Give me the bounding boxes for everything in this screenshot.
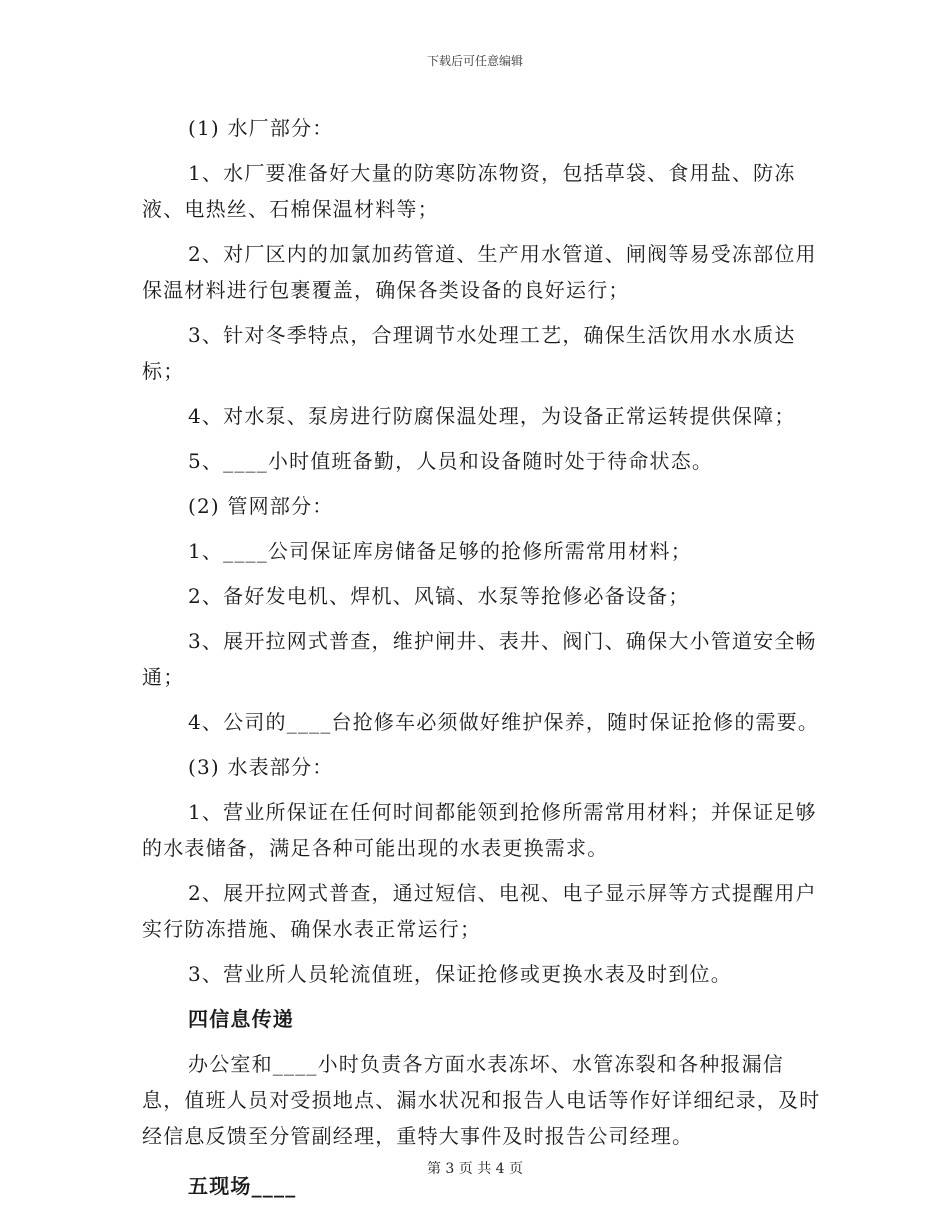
section-1-item-4: 4、对水泵、泵房进行防腐保温处理，为设备正常运转提供保障； [188, 404, 796, 428]
document-body [142, 110, 822, 1213]
section-4-paragraph: 办公室和____小时负责各方面水表冻坏、水管冻裂和各种报漏信息，值班人员对受损地点、漏水状况和报告人电话等作好详细纪录，及时经信息反馈至分管副经理，重特大事件及时报告公司经理。 [142, 1052, 821, 1148]
section-1-title: (1) 水厂部分： [188, 116, 334, 140]
page-footer: 第 3 页 共 4 页 [426, 1161, 524, 1177]
page-header: 下载后可任意编辑 [426, 54, 523, 68]
section-4-heading: 四信息传递 [188, 1007, 294, 1031]
section-1-item-3: 3、针对冬季特点，合理调节水处理工艺，确保生活饮用水水质达标； [142, 323, 796, 383]
section-2-item-1: 1、____公司保证库房储备足够的抢修所需常用材料； [188, 539, 692, 563]
section-3-item-3: 3、营业所人员轮流值班，保证抢修或更换水表及时到位。 [188, 962, 732, 986]
section-2-item-4: 4、公司的____台抢修车必须做好维护保养，随时保证抢修的需要。 [188, 710, 820, 734]
section-5-heading: 五现场____ [188, 1174, 297, 1198]
section-2-item-3: 3、展开拉网式普查，维护闸井、表井、阀门、确保大小管道安全畅通； [142, 629, 817, 689]
section-3-item-1: 1、营业所保证在任何时间都能领到抢修所需常用材料；并保证足够的水表储备，满足各种可能出现的水表更换需求。 [142, 800, 817, 860]
section-1-item-5: 5、____小时值班备勤，人员和设备随时处于待命状态。 [188, 449, 714, 473]
section-3-item-2: 2、展开拉网式普查，通过短信、电视、电子显示屏等方式提醒用户实行防冻措施、确保水表正常运行； [142, 881, 817, 941]
section-1-item-2: 2、对厂区内的加氯加药管道、生产用水管道、闸阀等易受冻部位用保温材料进行包裹覆盖，确保各类设备的良好运行； [142, 242, 817, 302]
section-3-title: (3) 水表部分： [188, 755, 334, 779]
section-2-title: (2) 管网部分： [188, 494, 334, 518]
section-1-item-1: 1、水厂要准备好大量的防寒防冻物资，包括草袋、食用盐、防冻液、电热丝、石棉保温材料等； [142, 161, 796, 221]
section-2-item-2: 2、备好发电机、焊机、风镐、水泵等抢修必备设备； [188, 584, 690, 608]
